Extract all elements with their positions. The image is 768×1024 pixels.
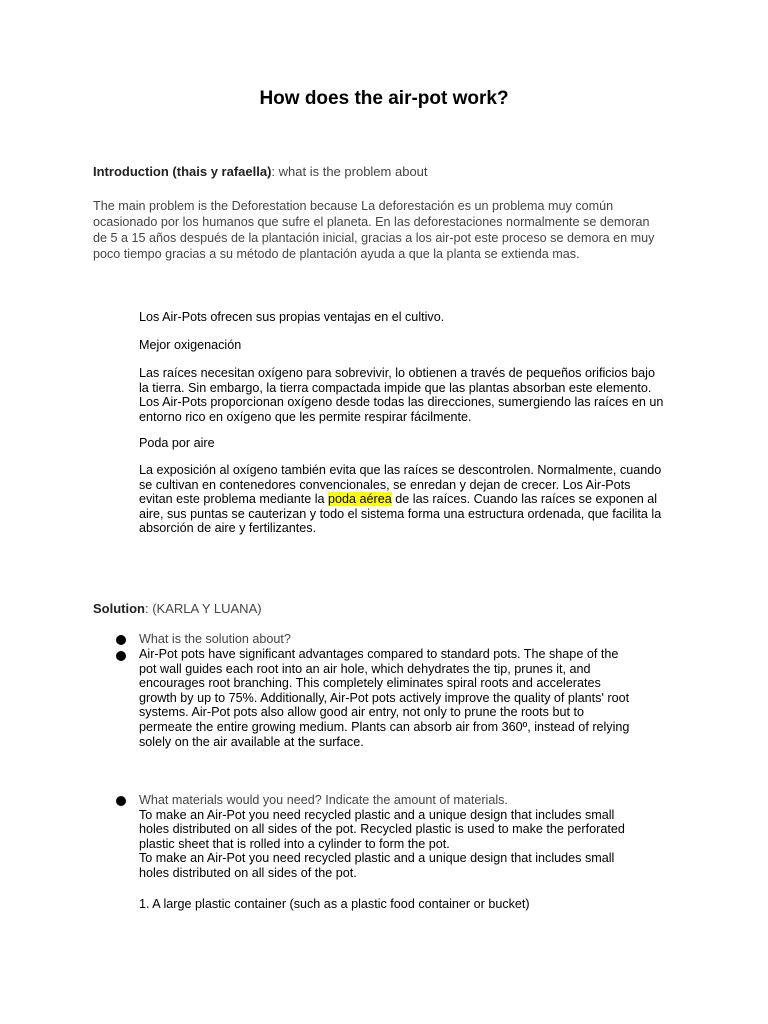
solution-question-1: What is the solution about? bbox=[139, 632, 291, 646]
bullet-icon bbox=[116, 635, 126, 645]
oxygen-line: Los Air-Pots proporcionan oxígeno desde todas las direcciones, sumergiendo las raíces en un bbox=[139, 395, 664, 410]
oxygen-paragraph bbox=[139, 366, 679, 424]
solution-question-2: What materials would you need? Indicate the amount of materials. bbox=[139, 793, 508, 807]
intro-line: ocasionado por los humanos que sufre el planeta. En las deforestaciones normalmente se demoran bbox=[93, 215, 650, 229]
bullet-icon bbox=[116, 796, 126, 806]
pruning-line-text: evitan este problema mediante la bbox=[139, 492, 329, 507]
pruning-line bbox=[139, 492, 679, 507]
materials-line: holes distributed on all sides of the pot. bbox=[139, 865, 357, 880]
answer-line: permeate the entire growing medium. Plants can absorb air from 360º, instead of relying bbox=[139, 719, 630, 734]
bullet-icon bbox=[116, 651, 126, 661]
materials-line: plastic sheet that is rolled into a cylinder to form the pot. bbox=[139, 836, 450, 851]
list-item-1: 1. A large plastic container (such as a plastic food container or bucket) bbox=[139, 897, 530, 911]
highlighted-text: poda aérea bbox=[328, 492, 392, 507]
pruning-line: absorción de aire y fertilizantes. bbox=[139, 521, 317, 536]
advantages-intro: Los Air-Pots ofrecen sus propias ventajas en el cultivo. bbox=[139, 310, 445, 324]
answer-line: growth by up to 75%. Additionally, Air-Pot pots actively improve the quality of plants' root bbox=[139, 690, 630, 705]
answer-line: encourages root branching. This completely eliminates spiral roots and accelerates bbox=[139, 676, 601, 691]
pruning-line: se cultivan en contenedores convencionales, se enredan y dejan de crecer. Los Air-Pots bbox=[139, 477, 631, 492]
pruning-heading: Poda por aire bbox=[139, 436, 215, 450]
intro-line: The main problem is the Deforestation because La deforestación es un problema muy común bbox=[93, 199, 614, 213]
intro-paragraph bbox=[93, 198, 693, 262]
oxygen-line: la tierra. Sin embargo, la tierra compactada impide que las plantas absorban este elemento. bbox=[139, 380, 652, 395]
intro-heading-rest: : what is the problem about bbox=[271, 164, 428, 179]
materials-line: To make an Air-Pot you need recycled plastic and a unique design that includes small bbox=[139, 807, 615, 822]
materials-line: To make an Air-Pot you need recycled plastic and a unique design that includes small bbox=[139, 851, 615, 866]
intro-line: poco tiempo gracias a su método de plantación ayuda a que la planta se extienda mas. bbox=[93, 247, 580, 261]
materials-block bbox=[139, 793, 679, 881]
page-title: How does the air-pot work? bbox=[259, 88, 509, 109]
solution-heading-rest: : (KARLA Y LUANA) bbox=[145, 601, 262, 616]
answer-line: solely on the air available at the surface. bbox=[139, 734, 364, 749]
answer-line: systems. Air-Pot pots also allow good air entry, not only to prune the roots but to bbox=[139, 705, 584, 720]
oxygen-heading: Mejor oxigenación bbox=[139, 338, 242, 352]
oxygen-line: Las raíces necesitan oxígeno para sobrevivir, lo obtienen a través de pequeños orificios bajo bbox=[139, 366, 655, 380]
pruning-line: aire, sus puntas se cauterizan y todo el sistema forma una estructura ordenada, que facilita la bbox=[139, 506, 662, 521]
pruning-line-text: de las raíces. Cuando las raíces se exponen al bbox=[391, 492, 658, 507]
intro-heading bbox=[93, 164, 428, 179]
solution-answer bbox=[139, 647, 679, 749]
pruning-paragraph bbox=[139, 463, 679, 536]
intro-line: de 5 a 15 años después de la plantación inicial, gracias a los air-pot este proceso se demora en muy bbox=[93, 231, 655, 245]
solution-heading bbox=[93, 601, 262, 616]
answer-line: Air-Pot pots have significant advantages compared to standard pots. The shape of the bbox=[139, 647, 619, 661]
oxygen-line: entorno rico en oxígeno que les permite respirar fácilmente. bbox=[139, 409, 472, 424]
materials-line: holes distributed on all sides of the pot. Recycled plastic is used to make the perforated bbox=[139, 822, 625, 837]
pruning-line: La exposición al oxígeno también evita que las raíces se descontrolen. Normalmente, cuando bbox=[139, 463, 662, 477]
solution-heading-bold: Solution bbox=[93, 601, 145, 616]
intro-heading-bold: Introduction (thais y rafaella) bbox=[93, 164, 272, 179]
answer-line: pot wall guides each root into an air hole, which dehydrates the tip, prunes it, and bbox=[139, 661, 591, 676]
